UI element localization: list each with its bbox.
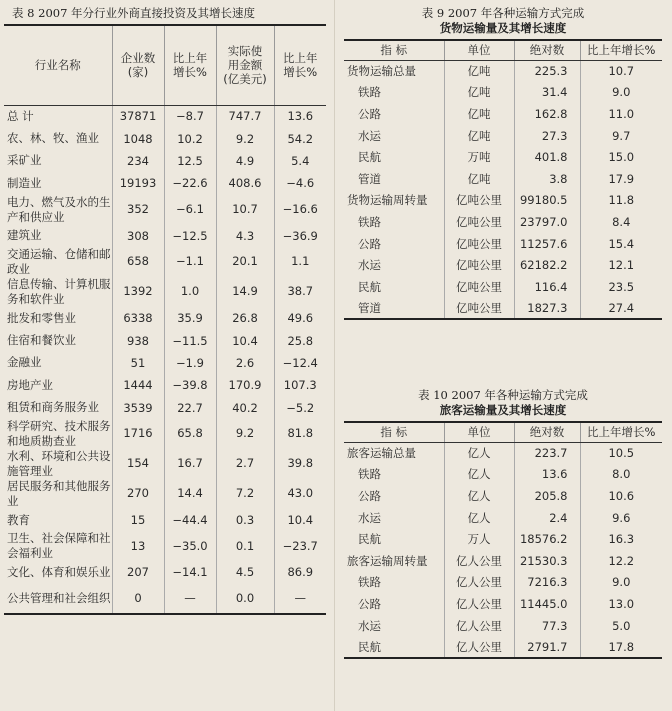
- growth-rate: 11.8: [580, 190, 662, 212]
- table-row: [344, 146, 662, 168]
- industry-name: 居民服务和其他服务业: [7, 478, 111, 508]
- absolute-value: 18576.2: [514, 528, 580, 550]
- absolute-value: 2791.7: [514, 636, 580, 658]
- table-row: [4, 127, 326, 149]
- indicator-name: 铁路: [358, 214, 381, 229]
- header-count-growth: 比上年 增长%: [164, 25, 216, 105]
- enterprise-count: 1392: [112, 277, 164, 307]
- unit: 亿吨公里: [444, 298, 514, 320]
- industry-name: 租赁和商务服务业: [7, 400, 99, 415]
- actual-amount: 0.3: [216, 509, 274, 531]
- actual-amount: 40.2: [216, 397, 274, 419]
- growth-rate: 9.7: [580, 125, 662, 147]
- table-row: [344, 276, 662, 298]
- table-row: [4, 172, 326, 194]
- unit: 亿人公里: [444, 572, 514, 594]
- industry-name: 信息传输、计算机服务和软件业: [7, 276, 111, 306]
- enterprise-count: 15: [112, 509, 164, 531]
- industry-name: 交通运输、仓储和邮政业: [7, 246, 111, 276]
- unit: 亿人: [444, 485, 514, 507]
- absolute-value: 3.8: [514, 168, 580, 190]
- indicator-name: 铁路: [358, 85, 381, 100]
- count-growth: −11.5: [164, 329, 216, 351]
- table-row: [344, 298, 662, 320]
- table-row: [344, 442, 662, 464]
- table-row: [4, 329, 326, 351]
- unit: 亿吨: [444, 103, 514, 125]
- absolute-value: 27.3: [514, 125, 580, 147]
- growth-rate: 17.8: [580, 636, 662, 658]
- table-row: [344, 507, 662, 529]
- table-row: [4, 509, 326, 531]
- header-amount-growth: 比上年 增长%: [274, 25, 326, 105]
- unit: 万人: [444, 528, 514, 550]
- actual-amount: 4.5: [216, 561, 274, 583]
- growth-rate: 9.0: [580, 572, 662, 594]
- actual-amount: 10.7: [216, 195, 274, 225]
- table-row: [4, 374, 326, 396]
- enterprise-count: 3539: [112, 397, 164, 419]
- header-growth: 比上年增长%: [580, 422, 662, 442]
- table10-panel: [344, 388, 662, 659]
- header-count: 企业数 (家): [112, 25, 164, 105]
- table9-subcaption: 货物运输量及其增长速度: [439, 21, 567, 35]
- table-row: [344, 528, 662, 550]
- table-row: [4, 307, 326, 329]
- industry-name: 科学研究、技术服务和地质勘查业: [7, 418, 111, 448]
- enterprise-count: 207: [112, 561, 164, 583]
- absolute-value: 23797.0: [514, 211, 580, 233]
- header-unit: 单位: [444, 422, 514, 442]
- growth-rate: 13.0: [580, 593, 662, 615]
- page-gutter: [334, 0, 335, 711]
- table10-caption: 表 10 2007 年各种运输方式完成: [418, 388, 588, 402]
- absolute-value: 77.3: [514, 615, 580, 637]
- actual-amount: 170.9: [216, 374, 274, 396]
- count-growth: 35.9: [164, 307, 216, 329]
- growth-rate: 12.2: [580, 550, 662, 572]
- indicator-name: 公路: [358, 106, 381, 121]
- header-unit: 单位: [444, 40, 514, 60]
- enterprise-count: 938: [112, 329, 164, 351]
- count-growth: 16.7: [164, 449, 216, 479]
- indicator-name: 公路: [358, 596, 381, 611]
- table-row: [4, 584, 326, 614]
- header-growth: 比上年增长%: [580, 40, 662, 60]
- indicator-name: 民航: [358, 532, 381, 547]
- growth-rate: 8.4: [580, 211, 662, 233]
- actual-amount: 10.4: [216, 329, 274, 351]
- indicator-name: 水运: [358, 510, 381, 525]
- count-growth: −14.1: [164, 561, 216, 583]
- amount-growth: −12.4: [274, 352, 326, 374]
- table-row: [344, 464, 662, 486]
- count-growth: −39.8: [164, 374, 216, 396]
- unit: 亿吨公里: [444, 233, 514, 255]
- table8-caption: 表 8 2007 年分行业外商直接投资及其增长速度: [12, 6, 256, 20]
- indicator-name: 民航: [358, 279, 381, 294]
- growth-rate: 8.0: [580, 464, 662, 486]
- unit: 亿吨: [444, 125, 514, 147]
- absolute-value: 225.3: [514, 60, 580, 82]
- enterprise-count: 1444: [112, 374, 164, 396]
- growth-rate: 9.0: [580, 82, 662, 104]
- absolute-value: 13.6: [514, 464, 580, 486]
- table9: [344, 39, 662, 320]
- indicator-name: 公路: [358, 236, 381, 251]
- table-row: [344, 485, 662, 507]
- table-row: [344, 233, 662, 255]
- actual-amount: 0.1: [216, 531, 274, 561]
- absolute-value: 1827.3: [514, 298, 580, 320]
- unit: 亿人公里: [444, 593, 514, 615]
- indicator-name: 铁路: [358, 575, 381, 590]
- actual-amount: 0.0: [216, 584, 274, 614]
- amount-growth: 49.6: [274, 307, 326, 329]
- industry-name: 卫生、社会保障和社会福利业: [7, 531, 111, 561]
- table-row: [344, 190, 662, 212]
- absolute-value: 21530.3: [514, 550, 580, 572]
- table10-header-row: [344, 422, 662, 442]
- table9-body: [344, 60, 662, 319]
- table-row: [344, 254, 662, 276]
- count-growth: −22.6: [164, 172, 216, 194]
- header-absolute: 绝对数: [514, 422, 580, 442]
- amount-growth: −16.6: [274, 195, 326, 225]
- amount-growth: 38.7: [274, 277, 326, 307]
- enterprise-count: 154: [112, 449, 164, 479]
- count-growth: 12.5: [164, 150, 216, 172]
- indicator-name: 民航: [358, 639, 381, 654]
- table8-body: [4, 105, 326, 614]
- growth-rate: 10.5: [580, 442, 662, 464]
- unit: 亿人: [444, 442, 514, 464]
- indicator-name: 公路: [358, 488, 381, 503]
- indicator-name: 管道: [358, 171, 381, 186]
- header-absolute: 绝对数: [514, 40, 580, 60]
- table10: [344, 421, 662, 659]
- table-row: [4, 397, 326, 419]
- enterprise-count: 1048: [112, 127, 164, 149]
- table-row: [344, 211, 662, 233]
- table-row: [344, 615, 662, 637]
- absolute-value: 99180.5: [514, 190, 580, 212]
- growth-rate: 17.9: [580, 168, 662, 190]
- header-industry: 行业名称: [4, 25, 112, 105]
- unit: 亿人公里: [444, 615, 514, 637]
- table-row: [344, 572, 662, 594]
- enterprise-count: 51: [112, 352, 164, 374]
- growth-rate: 15.0: [580, 146, 662, 168]
- absolute-value: 11257.6: [514, 233, 580, 255]
- table-row: [4, 195, 326, 225]
- table-row: [4, 479, 326, 509]
- table9-header-row: [344, 40, 662, 60]
- enterprise-count: 352: [112, 195, 164, 225]
- table-row: [4, 449, 326, 479]
- table10-subcaption: 旅客运输量及其增长速度: [439, 403, 567, 417]
- amount-growth: 86.9: [274, 561, 326, 583]
- growth-rate: 11.0: [580, 103, 662, 125]
- count-growth: −1.1: [164, 247, 216, 277]
- header-indicator: 指 标: [344, 422, 444, 442]
- actual-amount: 7.2: [216, 479, 274, 509]
- absolute-value: 2.4: [514, 507, 580, 529]
- table-row: [344, 168, 662, 190]
- industry-name: 公共管理和社会组织: [7, 590, 111, 605]
- industry-name: 房地产业: [7, 377, 53, 392]
- table-row: [344, 103, 662, 125]
- count-growth: −12.5: [164, 225, 216, 247]
- absolute-value: 31.4: [514, 82, 580, 104]
- amount-growth: 39.8: [274, 449, 326, 479]
- count-growth: −44.4: [164, 509, 216, 531]
- indicator-name: 水运: [358, 128, 381, 143]
- unit: 亿人: [444, 507, 514, 529]
- unit: 亿人公里: [444, 550, 514, 572]
- table-row: [344, 60, 662, 82]
- unit: 亿吨公里: [444, 254, 514, 276]
- indicator-name: 货物运输周转量: [347, 193, 428, 208]
- industry-name: 农、林、牧、渔业: [7, 131, 99, 146]
- amount-growth: 13.6: [274, 105, 326, 127]
- enterprise-count: 1716: [112, 419, 164, 449]
- industry-name: 教育: [7, 512, 30, 527]
- growth-rate: 9.6: [580, 507, 662, 529]
- count-growth: −1.9: [164, 352, 216, 374]
- table-row: [344, 636, 662, 658]
- table-row: [4, 105, 326, 127]
- unit: 万吨: [444, 146, 514, 168]
- growth-rate: 23.5: [580, 276, 662, 298]
- indicator-name: 管道: [358, 300, 381, 315]
- amount-growth: 1.1: [274, 247, 326, 277]
- industry-name: 电力、燃气及水的生产和供应业: [7, 194, 111, 224]
- indicator-name: 民航: [358, 150, 381, 165]
- growth-rate: 10.6: [580, 485, 662, 507]
- table-row: [4, 277, 326, 307]
- absolute-value: 62182.2: [514, 254, 580, 276]
- amount-growth: 54.2: [274, 127, 326, 149]
- actual-amount: 20.1: [216, 247, 274, 277]
- table-row: [4, 225, 326, 247]
- absolute-value: 11445.0: [514, 593, 580, 615]
- unit: 亿吨公里: [444, 190, 514, 212]
- amount-growth: −23.7: [274, 531, 326, 561]
- industry-name: 建筑业: [7, 228, 42, 243]
- indicator-name: 水运: [358, 618, 381, 633]
- table-row: [4, 352, 326, 374]
- industry-name: 总 计: [7, 108, 34, 123]
- growth-rate: 10.7: [580, 60, 662, 82]
- table-row: [4, 150, 326, 172]
- industry-name: 水利、环境和公共设施管理业: [7, 448, 111, 478]
- amount-growth: 43.0: [274, 479, 326, 509]
- unit: 亿人公里: [444, 636, 514, 658]
- growth-rate: 27.4: [580, 298, 662, 320]
- growth-rate: 15.4: [580, 233, 662, 255]
- enterprise-count: 658: [112, 247, 164, 277]
- unit: 亿吨: [444, 60, 514, 82]
- unit: 亿吨: [444, 82, 514, 104]
- table-row: [4, 531, 326, 561]
- amount-growth: 107.3: [274, 374, 326, 396]
- table10-body: [344, 442, 662, 658]
- unit: 亿吨公里: [444, 276, 514, 298]
- amount-growth: —: [274, 584, 326, 614]
- amount-growth: −5.2: [274, 397, 326, 419]
- industry-name: 批发和零售业: [7, 310, 76, 325]
- count-growth: 65.8: [164, 419, 216, 449]
- indicator-name: 水运: [358, 258, 381, 273]
- actual-amount: 26.8: [216, 307, 274, 329]
- actual-amount: 4.9: [216, 150, 274, 172]
- growth-rate: 16.3: [580, 528, 662, 550]
- indicator-name: 货物运输总量: [347, 64, 416, 79]
- amount-growth: 5.4: [274, 150, 326, 172]
- actual-amount: 2.6: [216, 352, 274, 374]
- count-growth: —: [164, 584, 216, 614]
- enterprise-count: 37871: [112, 105, 164, 127]
- actual-amount: 9.2: [216, 127, 274, 149]
- absolute-value: 223.7: [514, 442, 580, 464]
- table8-header-row: [4, 25, 326, 105]
- unit: 亿吨公里: [444, 211, 514, 233]
- absolute-value: 401.8: [514, 146, 580, 168]
- amount-growth: 81.8: [274, 419, 326, 449]
- absolute-value: 162.8: [514, 103, 580, 125]
- absolute-value: 205.8: [514, 485, 580, 507]
- table8: [4, 24, 326, 615]
- table9-panel: [344, 6, 662, 320]
- unit: 亿吨: [444, 168, 514, 190]
- amount-growth: 10.4: [274, 509, 326, 531]
- count-growth: −8.7: [164, 105, 216, 127]
- count-growth: 22.7: [164, 397, 216, 419]
- actual-amount: 408.6: [216, 172, 274, 194]
- table-row: [4, 561, 326, 583]
- industry-name: 采矿业: [7, 153, 42, 168]
- amount-growth: 25.8: [274, 329, 326, 351]
- actual-amount: 2.7: [216, 449, 274, 479]
- table9-caption: 表 9 2007 年各种运输方式完成: [421, 6, 585, 20]
- enterprise-count: 270: [112, 479, 164, 509]
- table-row: [344, 125, 662, 147]
- indicator-name: 铁路: [358, 467, 381, 482]
- enterprise-count: 234: [112, 150, 164, 172]
- industry-name: 文化、体育和娱乐业: [7, 564, 111, 579]
- actual-amount: 747.7: [216, 105, 274, 127]
- industry-name: 制造业: [7, 175, 42, 190]
- enterprise-count: 6338: [112, 307, 164, 329]
- header-amount: 实际使 用金额 (亿美元): [216, 25, 274, 105]
- actual-amount: 4.3: [216, 225, 274, 247]
- table-row: [344, 593, 662, 615]
- growth-rate: 12.1: [580, 254, 662, 276]
- enterprise-count: 308: [112, 225, 164, 247]
- amount-growth: −36.9: [274, 225, 326, 247]
- table-row: [4, 247, 326, 277]
- growth-rate: 5.0: [580, 615, 662, 637]
- enterprise-count: 13: [112, 531, 164, 561]
- actual-amount: 9.2: [216, 419, 274, 449]
- count-growth: 10.2: [164, 127, 216, 149]
- unit: 亿人: [444, 464, 514, 486]
- count-growth: −35.0: [164, 531, 216, 561]
- industry-name: 金融业: [7, 355, 42, 370]
- absolute-value: 116.4: [514, 276, 580, 298]
- count-growth: 1.0: [164, 277, 216, 307]
- industry-name: 住宿和餐饮业: [7, 333, 76, 348]
- enterprise-count: 0: [112, 584, 164, 614]
- actual-amount: 14.9: [216, 277, 274, 307]
- table-row: [344, 550, 662, 572]
- absolute-value: 7216.3: [514, 572, 580, 594]
- header-indicator: 指 标: [344, 40, 444, 60]
- indicator-name: 旅客运输总量: [347, 446, 416, 461]
- table-row: [344, 82, 662, 104]
- table8-panel: [4, 6, 326, 615]
- indicator-name: 旅客运输周转量: [347, 553, 428, 568]
- count-growth: −6.1: [164, 195, 216, 225]
- table-row: [4, 419, 326, 449]
- enterprise-count: 19193: [112, 172, 164, 194]
- count-growth: 14.4: [164, 479, 216, 509]
- amount-growth: −4.6: [274, 172, 326, 194]
